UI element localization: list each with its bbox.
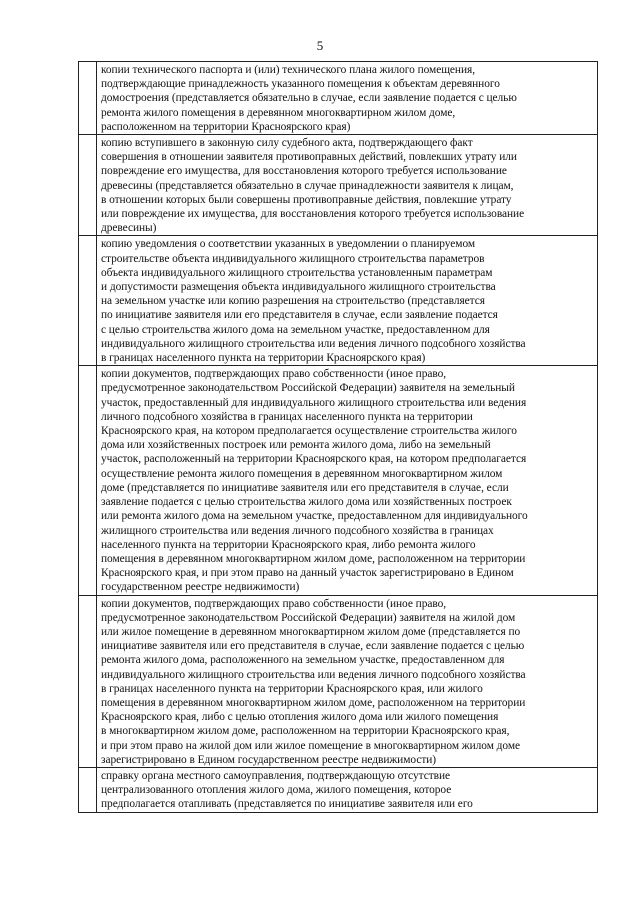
text-line: древесины) xyxy=(101,222,157,235)
text-line: Красноярского края, либо с целью отопления жилого дома или жилого помещения xyxy=(101,711,499,724)
text-line: заявление подается с целью строительства жилого дома или хозяйственных построек xyxy=(101,496,512,509)
text-line: предусмотренное законодательством Российской Федерации) заявителя на земельный xyxy=(101,382,515,395)
text-line: населенного пункта на территории Красноярского края, либо ремонта жилого xyxy=(101,538,476,551)
text-line: совершения в отношении заявителя противоправных действий, повлекших утрату или xyxy=(101,151,517,164)
row-text-cell xyxy=(97,135,598,236)
text-line: предполагается отапливать (представляется по инициативе заявителя или его xyxy=(101,798,473,811)
table-row xyxy=(79,366,598,595)
text-line: помещения в деревянном многоквартирном жилом доме, расположенном на территории xyxy=(101,696,526,709)
text-line: зарегистрировано в Едином государственном реестре недвижимости) xyxy=(101,753,437,766)
text-line: или повреждение их имущества, для восстановления которого требуется использование xyxy=(101,208,525,221)
text-line: осуществление ремонта жилого помещения в деревянном многоквартирном жилом xyxy=(101,467,503,480)
text-line: в отношении которых были совершены противоправные действия, повлекшие утрату xyxy=(101,193,512,206)
text-line: участок, расположенный на территории Красноярского края, на котором предполагается xyxy=(101,453,527,466)
table-row xyxy=(79,236,598,366)
text-line: Красноярского края, и при этом право на данный участок зарегистрировано в Едином xyxy=(101,567,514,580)
text-line: копию уведомления о соответствии указанных в уведомлении о планируемом xyxy=(101,238,476,251)
row-text-cell xyxy=(97,366,598,595)
text-line: Красноярского края, на котором предполагается осуществление строительства жилого xyxy=(101,425,517,438)
text-line: в границах населенного пункта на территории Красноярского края) xyxy=(101,352,426,365)
text-line: по инициативе заявителя или его представителя в случае, если заявление подается xyxy=(101,309,498,322)
text-line: копию вступившего в законную силу судебного акта, подтверждающего факт xyxy=(101,137,473,150)
text-line: домостроения (представляется обязательно в случае, если заявление подается с целью xyxy=(101,92,517,105)
table-row xyxy=(79,595,598,767)
text-line: индивидуального жилищного строительства или ведения личного подсобного хозяйства xyxy=(101,668,526,681)
row-text-cell xyxy=(97,62,598,135)
text-line: жилищного строительства или ведения личного подсобного хозяйства в границах xyxy=(101,524,494,537)
text-line: или ремонта жилого дома на земельном участке, предоставленном для индивидуального xyxy=(101,510,528,523)
text-line: справку органа местного самоуправления, подтверждающую отсутствие xyxy=(101,769,451,782)
row-marker-cell xyxy=(79,135,97,236)
text-line: в многоквартирном жилом доме, расположенном на территории Красноярского края, xyxy=(101,725,510,738)
text-line: и при этом право на жилой дом или жилое помещение в многоквартирном жилом доме xyxy=(101,739,520,752)
text-line: копии документов, подтверждающих право собственности (иное право, xyxy=(101,597,447,610)
text-line: на земельном участке или копию разрешения на строительство (представляется xyxy=(101,295,485,308)
text-line: инициативе заявителя или его представителя в случае, если заявление подается с целью xyxy=(101,640,525,653)
text-line: объекта индивидуального жилищного строительства установленным параметрам xyxy=(101,266,493,279)
text-line: предусмотренное законодательством Российской Федерации) заявителя на жилой дом xyxy=(101,611,516,624)
text-line: копии документов, подтверждающих право собственности (иное право, xyxy=(101,368,447,381)
row-text-cell xyxy=(97,767,598,812)
row-text-cell xyxy=(97,595,598,767)
text-line: ремонта жилого дома, расположенного на земельном участке, предоставленном для xyxy=(101,654,505,667)
text-line: подтверждающие принадлежность указанного помещения к объектам деревянного xyxy=(101,78,500,91)
text-line: участок, предоставленный для индивидуального жилищного строительства или ведения xyxy=(101,396,527,409)
row-marker-cell xyxy=(79,236,97,366)
document-table xyxy=(78,61,598,813)
text-line: личного подсобного хозяйства в границах населенного пункта на территории xyxy=(101,410,473,423)
text-line: строительстве объекта индивидуального жилищного строительства параметров xyxy=(101,252,485,265)
row-marker-cell xyxy=(79,767,97,812)
text-line: помещения в деревянном многоквартирном жилом доме, расположенном на территории xyxy=(101,552,526,565)
table-row xyxy=(79,62,598,135)
text-line: повреждение его имущества, для восстановления которого требуется использование xyxy=(101,165,507,178)
text-line: дома или хозяйственных построек или ремонта жилого дома, либо на земельный xyxy=(101,439,491,452)
text-line: централизованного отопления жилого дома, жилого помещения, которое xyxy=(101,784,452,797)
row-text-cell xyxy=(97,236,598,366)
text-line: копии технического паспорта и (или) технического плана жилого помещения, xyxy=(101,64,476,76)
row-marker-cell xyxy=(79,366,97,595)
text-line: расположенном на территории Красноярского края) xyxy=(101,120,351,133)
row-marker-cell xyxy=(79,595,97,767)
text-line: или жилое помещение в деревянном многоквартирном жилом доме (представляется по xyxy=(101,625,521,638)
text-line: государственном реестре недвижимости) xyxy=(101,581,300,594)
text-line: древесины (представляется обязательно в случае принадлежности заявителя к лицам, xyxy=(101,179,514,192)
text-line: доме (представляется по инициативе заявителя или его представителя в случае, если xyxy=(101,481,509,494)
table-row xyxy=(79,767,598,812)
text-line: в границах населенного пункта на территории Красноярского края, или жилого xyxy=(101,682,483,695)
page-number: 5 xyxy=(316,38,324,53)
text-line: индивидуального жилищного строительства или ведения личного подсобного хозяйства xyxy=(101,337,526,350)
text-line: и допустимости размещения объекта индивидуального жилищного строительства xyxy=(101,281,496,294)
text-line: ремонта жилого помещения в деревянном многоквартирном жилом доме, xyxy=(101,106,456,119)
table-row xyxy=(79,135,598,236)
row-marker-cell xyxy=(79,62,97,135)
text-line: с целью строительства жилого дома на земельном участке, предоставленном для xyxy=(101,323,490,336)
